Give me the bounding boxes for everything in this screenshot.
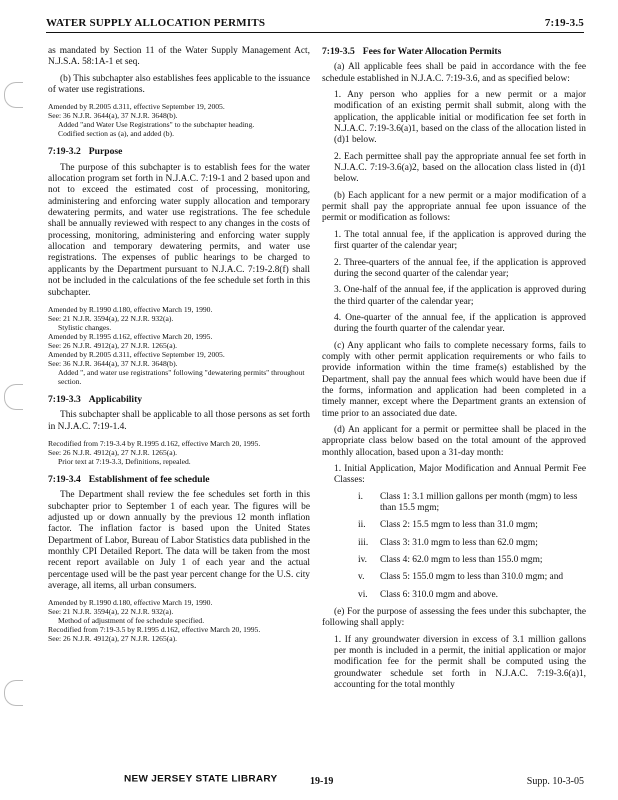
right-column	[322, 46, 586, 697]
paragraph: The Department shall review the fee schedules set forth in this subchapter prior to September 1 of each year. The figures will be adjusted up or down annually by the previous 12 month inflation factor. The inflation factor is based upon the United States Department of Labor, Bureau of Labor Statistics data published in the monthly CPI Detailed Report. The data will be taken from the most recent report available on July 1 of each year and the actual percentage used will be the past year percent change for the U.S. city average, all items, all urban consumers.	[48, 490, 310, 591]
list-item: 1. If any groundwater diversion in excess of 3.1 million gallons per month is included in a permit, the initial application or major modification fee for the permit shall be computed using the groundwater schedule set forth in N.J.A.C. 7:19-3.6(a)1, accounting for the total monthly	[334, 634, 586, 691]
list-item: v. Class 5: 155.0 mgm to less than 310.0 mgm; and	[358, 572, 564, 583]
section-heading: 7:19-3.5 Fees for Water Allocation Permits	[322, 46, 502, 57]
list-item: i. Class 1: 3.1 million gallons per month (mgm) to less than 15.5 mgm;	[358, 491, 578, 514]
list-item: 1. Initial Application, Major Modification and Annual Permit Fee Classes:	[334, 464, 586, 486]
left-column	[48, 46, 310, 651]
history-note: Amended by R.1990 d.180, effective March 19, 1990. See: 21 N.J.R. 3594(a), 22 N.J.R. 932(a). Method of adjustment of fee schedule specified. Recodified from 7:19-3.5 by R.1995 d.162, effective March 20, 1995. See: 26 N.J.R. 4912(a), 27 N.J.R. 1265(a).	[48, 598, 261, 644]
list-item: 4. One-quarter of the annual fee, if the application is approved during the fourth quarter of the calendar year.	[334, 312, 586, 335]
class-list	[322, 492, 586, 601]
list-item: vi. Class 6: 310.0 mgm and above.	[358, 589, 498, 600]
paragraph: (e) For the purpose of assessing the fees under this subchapter, the following shall apply:	[322, 607, 586, 629]
supplement-date: Supp. 10-3-05	[526, 776, 584, 787]
paragraph: (b) Each applicant for a new permit or a major modification of a permit shall pay the appropriate annual fee upon issuance of the permit or modification as follows:	[322, 190, 586, 224]
paragraph: as mandated by Section 11 of the Water Supply Management Act, N.J.S.A. 58:1A-1 et seq.	[48, 46, 310, 68]
list-item: 2. Each permittee shall pay the appropriate annual fee set forth in N.J.A.C. 7:19-3.6(a)2, based on the allocation class listed in (d)1 below.	[334, 151, 586, 185]
list-item: ii. Class 2: 15.5 mgm to less than 31.0 mgm;	[358, 520, 538, 531]
library-stamp: NEW JERSEY STATE LIBRARY	[124, 774, 278, 785]
punch-hole-mark	[4, 680, 23, 706]
paragraph: (b) This subchapter also establishes fees applicable to the issuance of water use registrations.	[48, 73, 310, 96]
section-heading: 7:19-3.3 Applicability	[48, 393, 143, 405]
punch-hole-mark	[4, 82, 23, 108]
section-heading: 7:19-3.2 Purpose	[48, 146, 123, 158]
history-note: Amended by R.1990 d.180, effective March 19, 1990. See: 21 N.J.R. 3594(a), 22 N.J.R. 932(a). Stylistic changes. Amended by R.1995 d.162, effective March 20, 1995. See: 26 N.J.R. 4912(a), 27 N.J.R. 1265(a). Amended by R.2005 d.311, effective September 19, 2005. See: 36 N.J.R. 3644(a), 37 N.J.R. 3648(b). Added ", and water use registrations" following "dewatering permits" throughout section.	[48, 304, 305, 386]
list-item: iv. Class 4: 62.0 mgm to less than 155.0 mgm;	[358, 555, 543, 566]
header-title: WATER SUPPLY ALLOCATION PERMITS	[46, 17, 266, 29]
paragraph: (c) Any applicant who fails to complete necessary forms, fails to comply with other permit application requirements or who fails to provide information within the time frame(s) established by the Department, shall pay the annual fees which would have been due if the forms, information and application had been completed in a timely manner, except where the Department grants an extension of time prior to an associated due date.	[322, 340, 586, 419]
page-number: 19-19	[310, 776, 334, 787]
running-header	[46, 17, 584, 33]
list-item: 2. Three-quarters of the annual fee, if the application is approved during the second quarter of the calendar year;	[334, 257, 586, 279]
list-item: iii. Class 3: 31.0 mgm to less than 62.0 mgm;	[358, 537, 538, 548]
paragraph: (a) All applicable fees shall be paid in accordance with the fee schedule established in N.J.A.C. 7:19-3.6, and as specified below:	[322, 62, 586, 84]
history-note: Recodified from 7:19-3.4 by R.1995 d.162, effective March 20, 1995. See: 26 N.J.R. 4912(a), 27 N.J.R. 1265(a). Prior text at 7:19-3.3, Definitions, repealed.	[48, 438, 261, 466]
punch-hole-mark	[4, 384, 23, 410]
paragraph: (d) An applicant for a permit or permittee shall be placed in the appropriate class below based on the total amount of the approved monthly allocation, based upon a 31-day month:	[322, 424, 586, 458]
list-item: 3. One-half of the annual fee, if the application is approved during the third quarter of the calendar year;	[334, 285, 586, 307]
paragraph: The purpose of this subchapter is to establish fees for the water allocation program set forth in N.J.A.C. 7:19-1 and 2 based upon and not to exceed the estimated cost of processing, monitoring, administering and enforcing water supply allocation and temporary dewatering permits, and water use registrations. The fee schedule shall be annually reviewed with respect to any changes in the costs of processing, monitoring, administering and enforcing water supply allocation and temporary dewatering permits, and water use registrations. The expenses of public hearings to be charged to applicants by the Department pursuant to N.J.A.C. 7:19-2.8(f) shall not be included in the calculations of the fee schedule set forth in this subchapter.	[48, 162, 310, 298]
paragraph: This subchapter shall be applicable to all those persons as set forth in N.J.A.C. 7:19-1.4.	[48, 410, 310, 432]
header-section: 7:19-3.5	[544, 17, 584, 29]
section-heading: 7:19-3.4 Establishment of fee schedule	[48, 473, 210, 485]
list-item: 1. Any person who applies for a new permit or a major modification of an existing permit shall submit, along with the application, the applicable initial or modification fee set forth in N.J.A.C. 7:19-3.6(a)1, based on the class of the allocation listed in (d)1 below.	[334, 90, 586, 146]
list-item: 1. The total annual fee, if the application is approved during the first quarter of the calendar year;	[334, 229, 586, 252]
history-note: Amended by R.2005 d.311, effective September 19, 2005. See: 36 N.J.R. 3644(a), 37 N.J.R. 3648(b). Added "and Water Use Registrations" to the subchapter heading. Codified section as (a), and added (b).	[48, 102, 255, 139]
